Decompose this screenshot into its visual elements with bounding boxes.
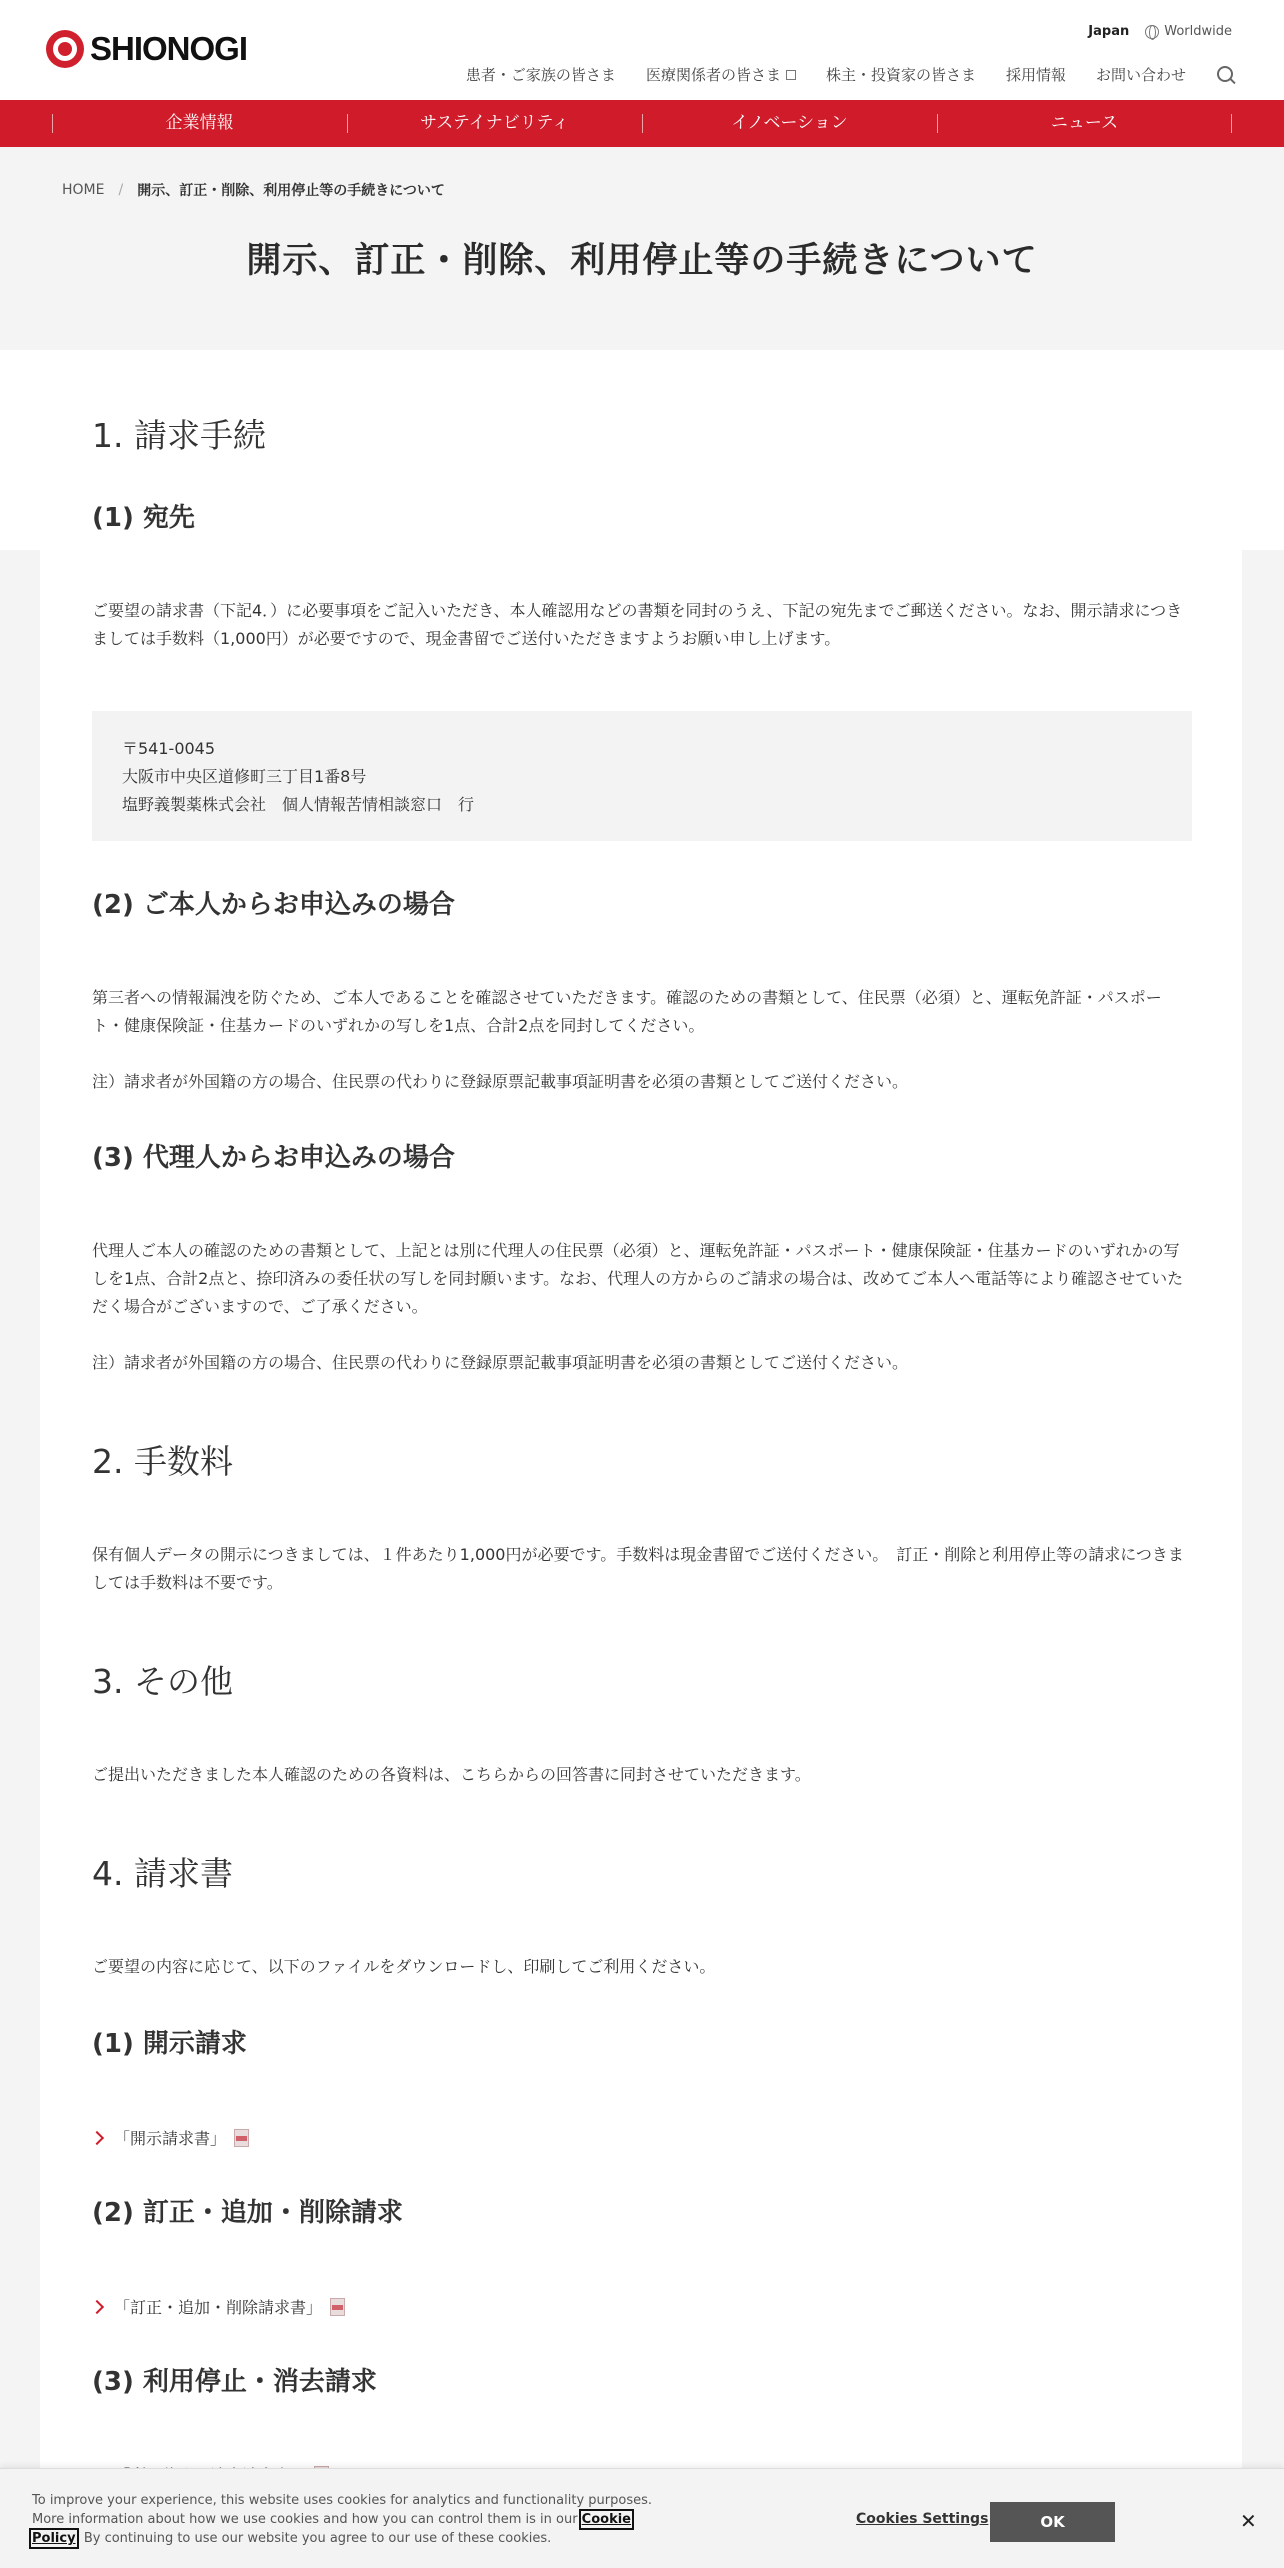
section-2-heading: 2. 手数料	[92, 1442, 233, 1481]
address-box	[92, 711, 1192, 841]
section-4-heading: 4. 請求書	[92, 1854, 233, 1893]
chevron-right-icon	[90, 2299, 104, 2313]
cookie-ok-button[interactable]: OK	[990, 2502, 1115, 2542]
global-nav	[436, 64, 1236, 85]
section-1-2-note: 注）請求者が外国籍の方の場合、住民票の代わりに登録原票記載事項証明書を必須の書類としてご送付ください。	[92, 1072, 909, 1091]
breadcrumb-home[interactable]: HOME	[62, 182, 105, 198]
gnav-investors[interactable]: 株主・投資家の皆さま	[825, 66, 976, 84]
section-1-3-note: 注）請求者が外国籍の方の場合、住民票の代わりに登録原票記載事項証明書を必須の書類としてご送付ください。	[92, 1353, 909, 1372]
section-1-3-text: 代理人ご本人の確認のための書類として、上記とは別に代理人の住民票（必須）と、運転免許証・パスポート・健康保険証・住基カードのいずれかの写しを1点、合計2点と、捺印済みの委任状の写しを同封願います。なお、代理人の方からのご請求の場合は、改めてご本人へ電話等により確認させていただく場合がございますので、ご了承ください。	[92, 1241, 1184, 1316]
pdf-icon	[330, 2298, 345, 2316]
download-correction-label: 「訂正・追加・削除請求書」	[114, 2298, 323, 2317]
section-4-2-heading: (2) 訂正・追加・削除請求	[92, 2198, 403, 2228]
section-4-text: ご要望の内容に応じて、以下のファイルをダウンロードし、印刷してご利用ください。	[92, 1957, 716, 1976]
breadcrumb	[62, 180, 445, 200]
section-1-heading: 1. 請求手続	[92, 416, 266, 455]
cookie-settings-button[interactable]: Cookies Settings	[856, 2511, 989, 2527]
external-link-icon	[786, 70, 796, 80]
gnav-recruit[interactable]: 採用情報	[1005, 66, 1066, 84]
pdf-icon	[234, 2129, 249, 2147]
mainnav-innovation[interactable]: イノベーション	[642, 100, 937, 147]
download-disclosure-request[interactable]	[92, 2126, 249, 2149]
page-title: 開示、訂正・削除、利用停止等の手続きについて	[246, 241, 1038, 281]
mainnav-news[interactable]: ニュース	[937, 100, 1232, 147]
mainnav-corporate[interactable]: 企業情報	[52, 100, 347, 147]
lang-japan-link[interactable]: Japan	[1088, 24, 1130, 39]
gnav-patients[interactable]: 患者・ご家族の皆さま	[465, 66, 616, 84]
section-1-3-heading: (3) 代理人からお申込みの場合	[92, 1143, 455, 1173]
shionogi-logo[interactable]	[46, 30, 247, 68]
address-recipient: 塩野義製薬株式会社 個人情報苦情相談窓口 行	[122, 795, 475, 814]
cookie-text	[32, 2491, 672, 2548]
language-switcher	[1088, 24, 1232, 39]
globe-icon	[1145, 25, 1159, 39]
cookie-text-after: . By continuing to use our website you agree to our use of these cookies.	[75, 2531, 552, 2546]
download-correction-request[interactable]	[92, 2295, 345, 2318]
section-4-3-heading: (3) 利用停止・消去請求	[92, 2367, 377, 2397]
gnav-contact[interactable]: お問い合わせ	[1095, 66, 1186, 84]
section-4-1-heading: (1) 開示請求	[92, 2029, 247, 2059]
breadcrumb-current: 開示、訂正・削除、利用停止等の手続きについて	[137, 183, 445, 199]
section-2-text: 保有個人データの開示につきましては、１件あたり1,000円が必要です。手数料は現金書留でご送付ください。 訂正・削除と利用停止等の請求につきましては手数料は不要です。	[92, 1545, 1184, 1592]
close-icon[interactable]: ✕	[1240, 2509, 1257, 2533]
section-1-2-heading: (2) ご本人からお申込みの場合	[92, 890, 455, 920]
download-disclosure-label: 「開示請求書」	[114, 2129, 227, 2148]
logo-text: SHIONOGI	[90, 30, 248, 67]
lang-worldwide-link[interactable]	[1145, 24, 1232, 39]
logo-mark-icon	[46, 30, 84, 68]
section-3-heading: 3. その他	[92, 1662, 233, 1701]
search-icon[interactable]	[1216, 65, 1236, 85]
cookie-policy-link[interactable]: Cookie Policy	[32, 2512, 631, 2546]
address-street: 大阪市中央区道修町三丁目1番8号	[122, 767, 367, 786]
section-3-text: ご提出いただきました本人確認のための各資料は、こちらからの回答書に同封させていただきます。	[92, 1765, 811, 1784]
section-1-1-heading: (1) 宛先	[92, 503, 195, 533]
section-1-2-text: 第三者への情報漏洩を防ぐため、ご本人であることを確認させていただきます。確認のための書類として、住民票（必須）と、運転免許証・パスポート・健康保険証・住基カードのいずれかの写しを1点、合計2点を同封してください。	[92, 988, 1162, 1035]
page-hero	[0, 147, 1284, 350]
cookie-banner	[0, 2468, 1284, 2568]
gnav-medical[interactable]	[646, 64, 796, 85]
section-1-1-text: ご要望の請求書（下記4．）に必要事項をご記入いただき、本人確認用などの書類を同封のうえ、下記の宛先までご郵送ください。なお、開示請求につきましては手数料（1,000円）が必要ですので、現金書留でご送付いただきますようお願い申し上げます。	[92, 601, 1183, 648]
site-header	[0, 0, 1284, 100]
cookie-text-before: To improve your experience, this website uses cookies for analytics and functionality purposes. More information about how we use cookies and how you can control them is in our	[32, 2493, 652, 2527]
gnav-medical-label: 医療関係者の皆さま	[645, 66, 781, 84]
chevron-right-icon	[90, 2130, 104, 2144]
main-nav	[0, 100, 1284, 147]
worldwide-label: Worldwide	[1164, 24, 1232, 39]
breadcrumb-separator: /	[118, 182, 124, 198]
mainnav-sustainability[interactable]: サステイナビリティ	[347, 100, 642, 147]
address-postal: 〒541-0045	[122, 739, 216, 758]
